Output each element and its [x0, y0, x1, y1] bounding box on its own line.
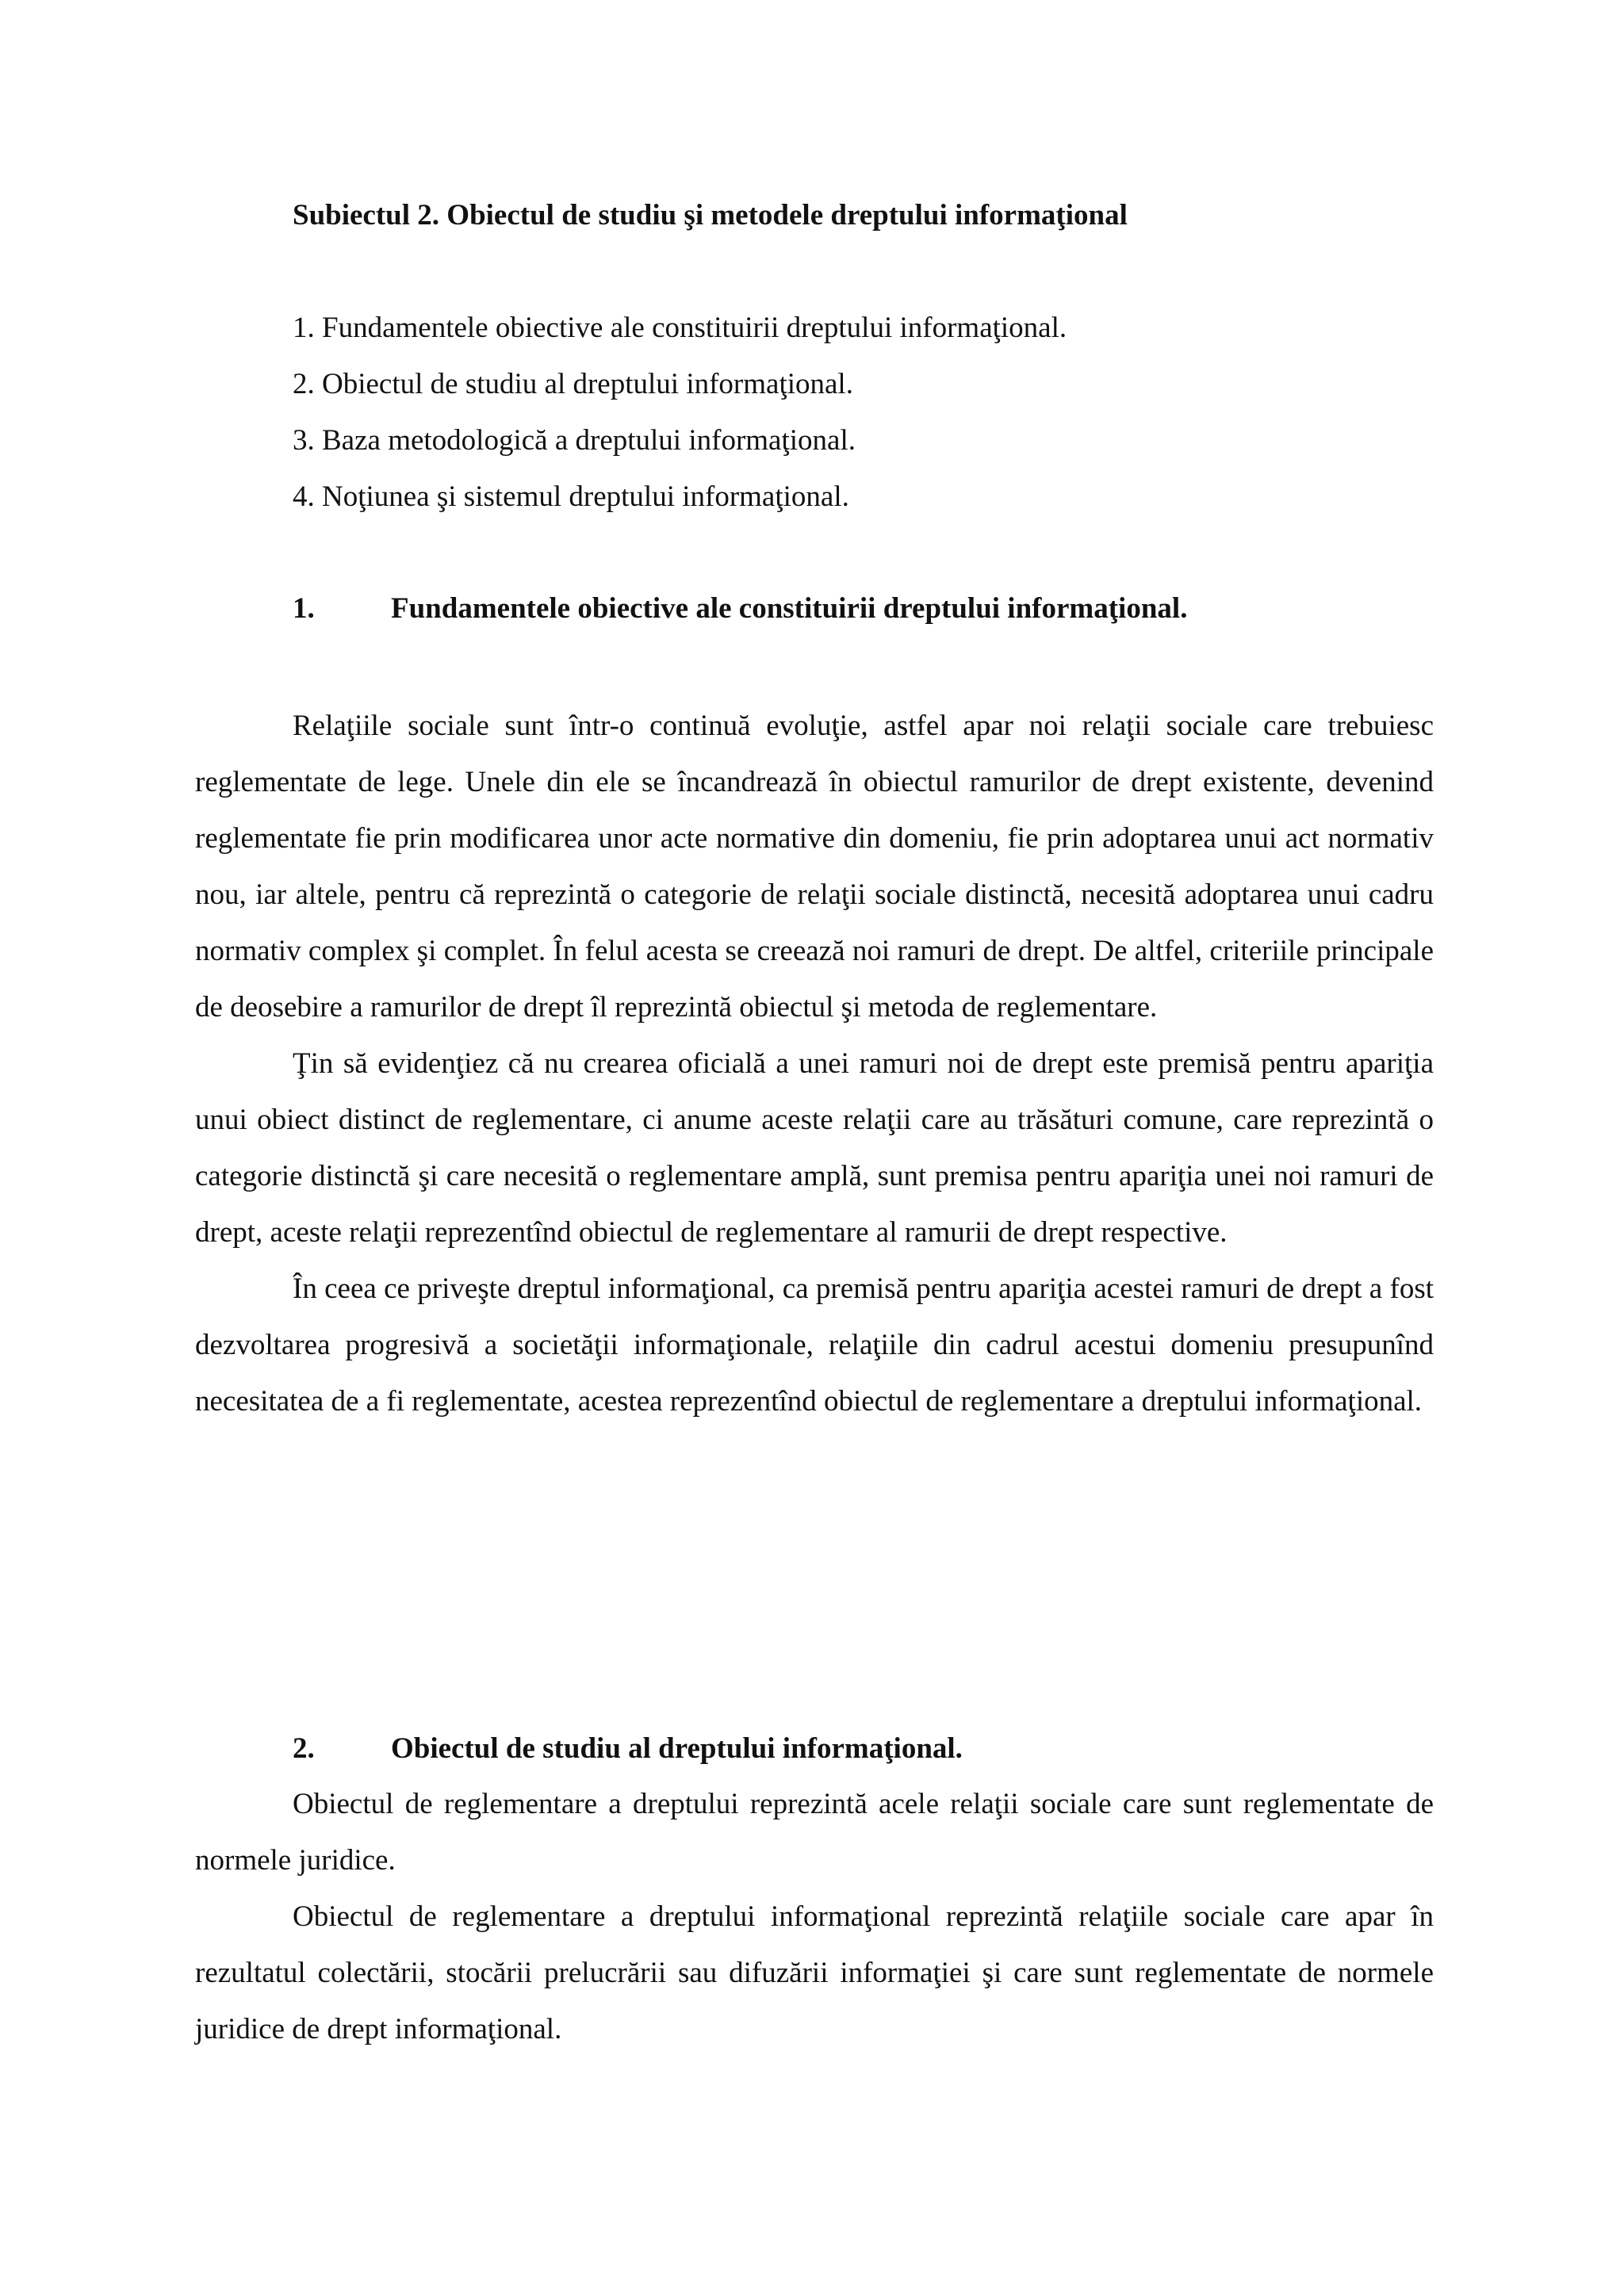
paragraph: Obiectul de reglementare a dreptului reprezintă acele relaţii sociale care sunt reglementate de normele juridice. — [195, 1788, 1434, 1877]
topic-outline — [293, 300, 1067, 525]
section-title: Fundamentele obiective ale constituirii dreptului informaţional. — [391, 592, 1188, 625]
section-1-body — [195, 698, 1434, 1429]
section-title: Obiectul de studiu al dreptului informaţional. — [391, 1732, 963, 1765]
outline-item: 2. Obiectul de studiu al dreptului informaţional. — [293, 368, 853, 400]
paragraph: Relaţiile sociale sunt într-o continuă evoluţie, astfel apar noi relaţii sociale care trebuiesc reglementate de lege. Unele din ele se încandrează în obiectul ramurilor de drept existente, devenind reglementate fie prin modificarea unor acte normative din domeniu, fie prin adoptarea unui act normativ nou, iar altele, pentru că reprezintă o categorie de relaţii sociale distinctă, necesită adoptarea unui cadru normativ complex şi complet. În felul acesta se creează noi ramuri de drept. De altfel, criteriile principale de deosebire a ramurilor de drept îl reprezintă obiectul şi metoda de reglementare. — [195, 710, 1434, 1024]
paragraph: Ţin să evidenţiez că nu crearea oficială a unei ramuri noi de drept este premisă pentru apariţia unui obiect distinct de reglementare, ci anume aceste relaţii care au trăsături comune, care reprezintă o categorie distinctă şi care necesită o reglementare amplă, sunt premisa pentru apariţia unei noi ramuri de drept, aceste relaţii reprezentînd obiectul de reglementare al ramurii de drept respective. — [195, 1047, 1434, 1249]
section-heading-2 — [293, 1720, 963, 1777]
outline-item: 1. Fundamentele obiective ale constituirii dreptului informaţional. — [293, 312, 1067, 344]
document-title: Subiectul 2. Obiectul de studiu şi metodele dreptului informaţional — [293, 199, 1128, 232]
section-2-body — [195, 1776, 1434, 2057]
outline-item: 3. Baza metodologică a dreptului informaţional. — [293, 424, 856, 457]
paragraph: Obiectul de reglementare a dreptului informaţional reprezintă relaţiile sociale care apar în rezultatul colectării, stocării prelucrării sau difuzării informaţiei şi care sunt reglementate de normele juridice de drept informaţional. — [195, 1900, 1434, 2045]
section-heading-1 — [293, 580, 1187, 637]
outline-item: 4. Noţiunea şi sistemul dreptului informaţional. — [293, 480, 849, 513]
section-number: 1. — [293, 592, 315, 625]
paragraph: În ceea ce priveşte dreptul informaţional, ca premisă pentru apariţia acestei ramuri de drept a fost dezvoltarea progresivă a societăţii informaţionale, relaţiile din cadrul acestui domeniu presupunînd necesitatea de a fi reglementate, acestea reprezentînd obiectul de reglementare a dreptului informaţional. — [195, 1272, 1434, 1418]
section-number: 2. — [293, 1732, 315, 1765]
